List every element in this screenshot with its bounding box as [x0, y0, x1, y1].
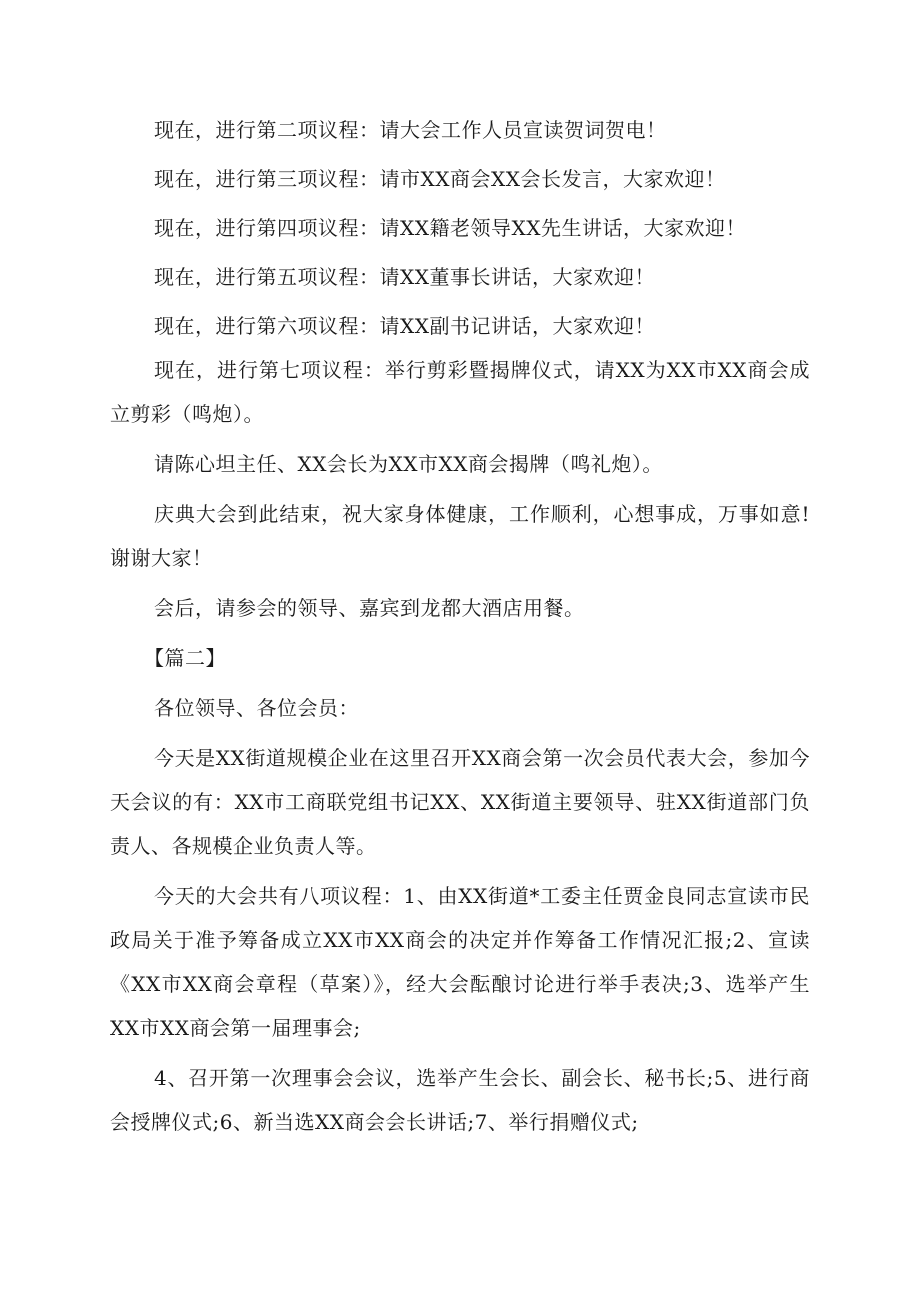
- paragraph-agenda-6: 现在，进行第六项议程：请XX副书记讲话，大家欢迎！: [154, 314, 655, 338]
- paragraph-agenda-list-cont: 4、召开第一次理事会会议，选举产生会长、副会长、秘书长;5、进行商会授牌仪式;6、新当选XX商会会长讲话;7、举行捐赠仪式;: [110, 1066, 810, 1134]
- paragraph-agenda-3: 现在，进行第三项议程：请市XX商会XX会长发言，大家欢迎！: [154, 167, 726, 191]
- paragraph-agenda-2: 现在，进行第二项议程：请大会工作人员宣读贺词贺电！: [154, 118, 667, 142]
- paragraph-agenda-5: 现在，进行第五项议程：请XX董事长讲话，大家欢迎！: [154, 265, 655, 289]
- paragraph-meal: 会后，请参会的领导、嘉宾到龙都大酒店用餐。: [154, 596, 585, 620]
- paragraph-closing: 庆典大会到此结束，祝大家身体健康，工作顺利，心想事成，万事如意!谢谢大家！: [110, 502, 810, 570]
- paragraph-salutation: 各位领导、各位会员：: [154, 696, 359, 720]
- paragraph-agenda-4: 现在，进行第四项议程：请XX籍老领导XX先生讲话，大家欢迎！: [154, 216, 746, 240]
- document-body: [110, 108, 810, 1144]
- paragraph-agenda-list: 今天的大会共有八项议程：1、由XX街道*工委主任贾金良同志宣读市民政局关于准予筹备成立XX市XX商会的决定并作筹备工作情况汇报;2、宣读《XX市XX商会章程（草案）》，经大会酝酿讨论进行举手表决;3、选举产生XX市XX商会第一届理事会;: [110, 884, 810, 1040]
- paragraph-unveiling: 请陈心坦主任、XX会长为XX市XX商会揭牌（鸣礼炮）。: [154, 452, 663, 476]
- paragraph-intro: 今天是XX街道规模企业在这里召开XX商会第一次会员代表大会，参加今天会议的有：XX市工商联党组书记XX、XX街道主要领导、驻XX街道部门负责人、各规模企业负责人等。: [110, 746, 810, 858]
- paragraph-agenda-7: 现在，进行第七项议程：举行剪彩暨揭牌仪式，请XX为XX市XX商会成立剪彩（鸣炮）。: [110, 358, 810, 426]
- section-heading: 【篇二】: [144, 646, 226, 670]
